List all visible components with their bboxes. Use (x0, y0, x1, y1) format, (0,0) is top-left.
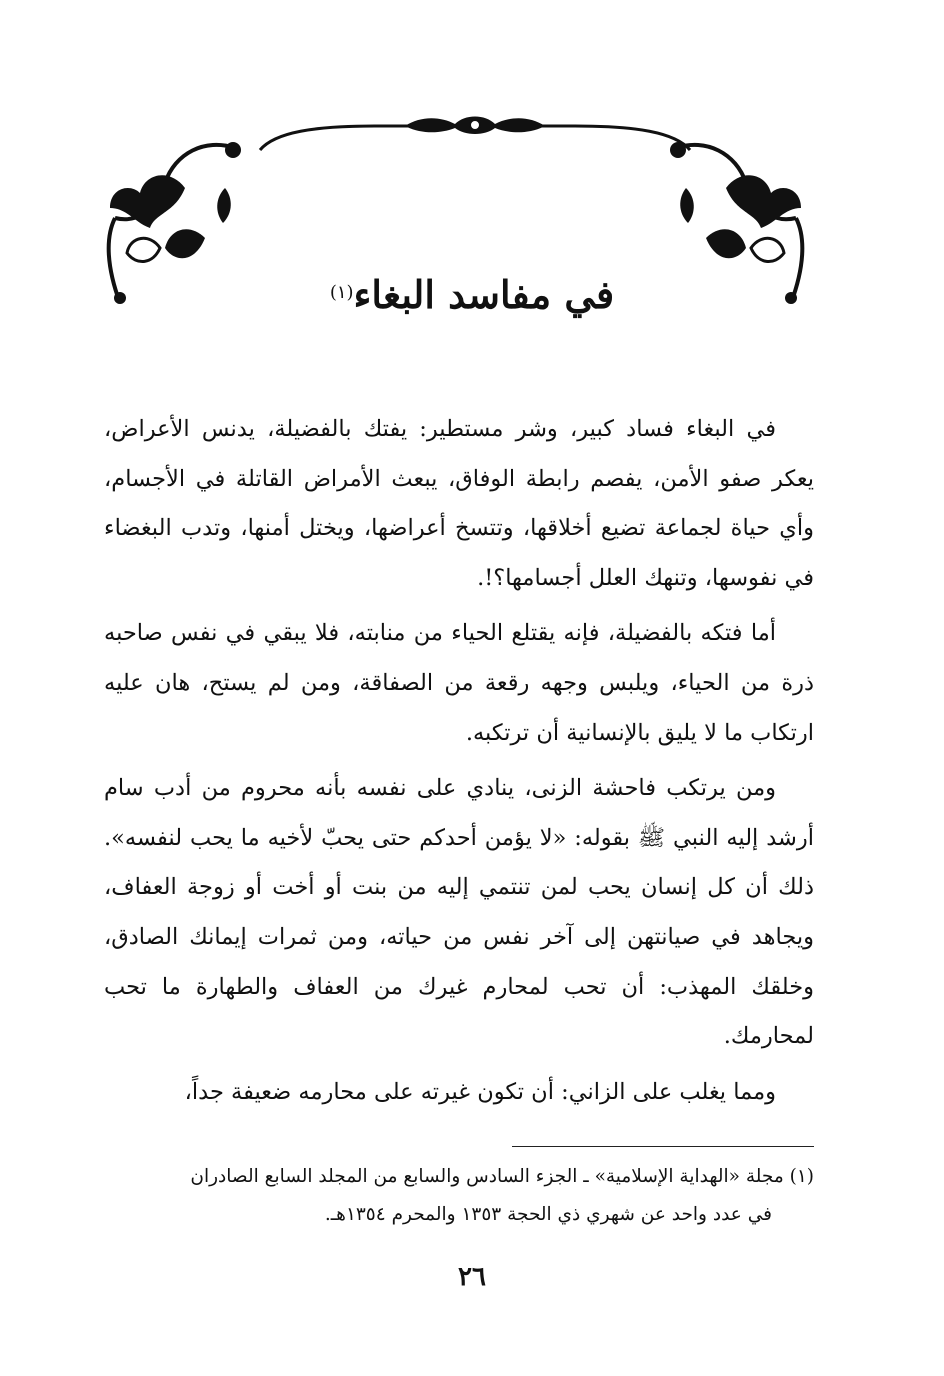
paragraph-4: ومما يغلب على الزاني: أن تكون غيرته على محارمه ضعيفة جداً، (184, 1078, 776, 1105)
title-footnote-marker: (١) (329, 282, 354, 304)
right-corner-flourish-icon (666, 128, 816, 308)
paragraph-3: ومن يرتكب فاحشة الزنى، ينادي على نفسه بأنه محروم من أدب سام أرشد إليه النبي ﷺ بقوله: «لا يؤمن أحدكم حتى يحبّ لأخيه ما يحب لنفسه». ذلك أن كل إنسان يحب لمن تنتمي إليه من بنت أو أخت أو زوجة العفاف، ويجاهد في صيانتهن إلى آخر نفس من حياته، ومن ثمرات إيمانك الصادق، وخلقك المهذب: أن تحب لمحارم غيرك من العفاف والطهارة ما تحب لمحارمك. (104, 775, 814, 1050)
chapter-title (260, 265, 684, 325)
page-number: ٢٦ (458, 1262, 486, 1292)
footnote-marker: (١) (789, 1166, 814, 1187)
footnote-line-1: مجلة «الهداية الإسلامية» ـ الجزء السادس والسابع من المجلد السابع الصادران (190, 1166, 784, 1187)
top-swirl-ornament-icon (255, 112, 695, 152)
paragraph-2: أما فتكه بالفضيلة، فإنه يقتلع الحياء من منابته، فلا يبقي في نفس صاحبه ذرة من الحياء، ويلبس وجهه رقعة من الصفاقة، ومن لم يستح، هان عليه ارتكاب ما لا يليق بالإنسانية أن ترتكبه. (104, 620, 814, 746)
chapter-title-text: في مفاسد البغاء (353, 272, 615, 318)
footnote-line-2: في عدد واحد عن شهري ذي الحجة ١٣٥٣ والمحرم ١٣٥٤هـ. (324, 1204, 772, 1225)
left-corner-flourish-icon (95, 128, 245, 308)
footnote (104, 1158, 814, 1234)
paragraph-1: في البغاء فساد كبير، وشر مستطير: يفتك بالفضيلة، يدنس الأعراض، يعكر صفو الأمن، يفصم رابطة الوفاق، يبعث الأمراض القاتلة في الأجسام، وأي حياة لجماعة تضيع أخلاقها، وتتسخ أعراضها، ويختل أمنها، وتدب البغضاء في نفوسها، وتنهك العلل أجسامها؟!. (104, 416, 814, 591)
body-text (104, 405, 814, 1123)
footnote-separator (512, 1146, 814, 1147)
